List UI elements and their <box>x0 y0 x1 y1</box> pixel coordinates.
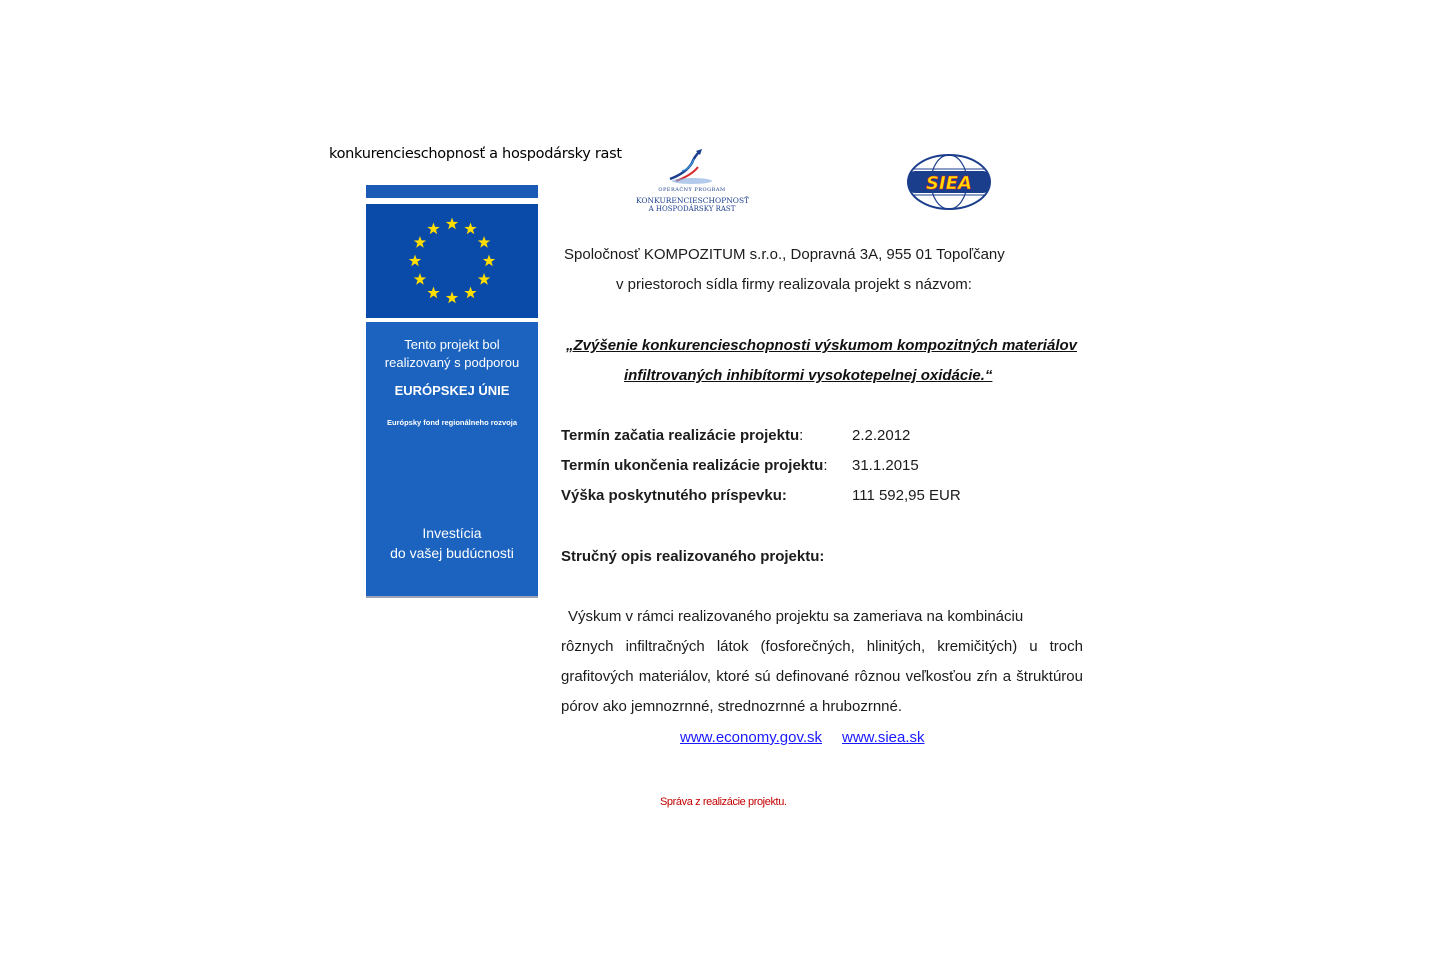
start-date-label <box>561 427 803 444</box>
report-note: Správa z realizácie projektu. <box>660 796 787 808</box>
contribution-amount-value: 111 592,95 EUR <box>852 487 961 504</box>
end-date-value: 31.1.2015 <box>852 457 919 474</box>
eu-star-icon <box>478 236 490 248</box>
contribution-amount-label: Výška poskytnutého príspevku: <box>561 487 787 504</box>
eu-panel-shadow <box>366 596 538 598</box>
program-logo-line-3: A HOSPODÁRSKY RAST <box>648 205 736 213</box>
siea-logo <box>905 153 993 211</box>
start-date-colon: : <box>799 427 804 444</box>
eu-star-icon <box>483 255 495 267</box>
eu-star-icon <box>427 287 439 299</box>
eu-star-icon <box>464 222 476 234</box>
program-slogan: konkurencieschopnosť a hospodársky rast <box>329 146 622 162</box>
eu-star-icon <box>409 255 421 267</box>
eu-panel-fund-label: Európsky fond regionálneho rozvoja <box>386 418 518 427</box>
eu-support-panel <box>366 322 538 596</box>
project-title-line-2: infiltrovaných inhibítormi vysokotepelnej oxidácie.“ <box>624 367 993 384</box>
eu-star-icon <box>446 292 458 304</box>
eu-panel-motto-line-2: do vašej budúcnosti <box>390 545 514 561</box>
eu-star-icon <box>464 287 476 299</box>
eu-panel-line-1: Tento projekt bol <box>404 337 500 352</box>
siea-link[interactable]: www.siea.sk <box>842 729 925 746</box>
eu-star-icon <box>478 273 490 285</box>
end-date-colon: : <box>823 457 828 474</box>
siea-logo-text: SIEA <box>926 173 972 194</box>
eu-star-icon <box>427 222 439 234</box>
eu-flag <box>366 204 538 318</box>
operational-program-logo <box>636 147 748 219</box>
eu-star-icon <box>446 218 458 230</box>
eu-star-icon <box>414 236 426 248</box>
program-logo-line-2: KONKURENCIESCHOPNOSŤ <box>636 196 750 205</box>
description-line-1: Výskum v rámci realizovaného projektu sa zameriava na kombináciu <box>568 608 1024 625</box>
start-date-label-text: Termín začatia realizácie projektu <box>561 427 800 444</box>
end-date-label-text: Termín ukončenia realizácie projektu <box>561 457 824 474</box>
eu-panel-motto-line-1: Investícia <box>422 525 482 541</box>
description-heading: Stručný opis realizovaného projektu: <box>561 548 825 565</box>
eu-panel-top-strip <box>366 185 538 198</box>
eu-panel-line-2: realizovaný s podporou <box>384 355 520 370</box>
start-date-value: 2.2.2012 <box>852 427 911 444</box>
project-title-line-1: „Zvýšenie konkurencieschopnosti výskumom kompozitných materiálov <box>566 337 1077 354</box>
economy-link[interactable]: www.economy.gov.sk <box>680 729 822 746</box>
realized-line: v priestoroch sídla firmy realizovala projekt s názvom: <box>616 276 972 293</box>
eu-stars-icon <box>366 204 538 318</box>
eu-star-icon <box>414 273 426 285</box>
program-arrow-icon <box>636 147 748 187</box>
program-logo-line-1: OPERAČNÝ PROGRAM <box>658 187 726 193</box>
globe-icon <box>905 153 993 211</box>
end-date-label <box>561 457 827 474</box>
description-line-4: pórov ako jemnozrnné, strednozrnné a hrubozrnné. <box>561 698 903 715</box>
description-line-2: rôznych infiltračných látok (fosforečných, hlinitých, kremičitých) u troch <box>561 638 1083 655</box>
company-line: Spoločnosť KOMPOZITUM s.r.o., Dopravná 3A, 955 01 Topoľčany <box>564 246 1005 263</box>
eu-panel-union-label: EURÓPSKEJ ÚNIE <box>394 383 510 398</box>
description-line-3: grafitových materiálov, ktoré sú definované rôznou veľkosťou zŕn a štruktúrou <box>561 668 1083 685</box>
